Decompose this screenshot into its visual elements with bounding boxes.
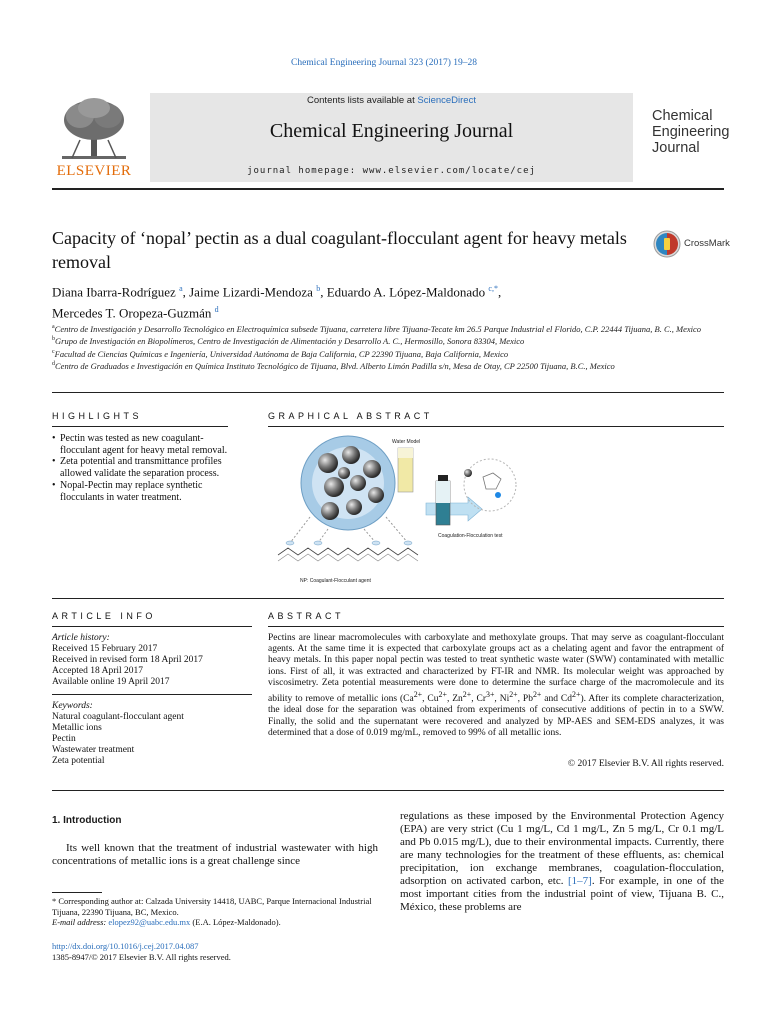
body-text: regulations as these imposed by the Environmental Protection Agency (EPA) are very strict (Cu 1 mg/L, Cd 1 mg/L, Zn 5 mg/L, Cr 0.1 mg/L and Pb 0.015 mg/L), due to their environmental impacts. Currently, there are many technologies for the treatment of these effluents, as: chemical precipitation, ion exchange membranes, coagulation-flocculation, adsorption on activated carbon, etc.: [400, 810, 724, 887]
publisher-name: ELSEVIER: [56, 163, 132, 179]
affiliation-text: Centro de Investigación y Desarrollo Tecnológico en Electroquímica subsede Tijuana, carretera libre Tijuana-Tecate km 26.5 Parque Industrial el Florido, C.P. 22444 Tijuana, B. C., Mexico: [54, 323, 702, 334]
author-name: Eduardo A. López-Maldonado: [326, 284, 486, 300]
footnote: [52, 896, 382, 928]
affiliation-mark: a: [52, 324, 55, 330]
abstract-text-part: ). After its complete characterization, the ideal dose for the separation was obtained from experiments of consecutive additions of pectin in to a SWW. Finally, the solid and the supernatant were recovered and analyzed by MP-AES and SEM-EDS analyzes, it was determined that a dose of 0.019 mg/mL, removed to 99% of all metallic ions.: [268, 694, 724, 738]
contents-line: [150, 95, 633, 106]
journal-homepage[interactable]: journal homepage: www.elsevier.com/locate/cej: [247, 166, 536, 176]
cover-title-line: Journal: [652, 140, 700, 156]
journal-name: Chemical Engineering Journal: [269, 120, 514, 142]
affiliation-divider: [52, 392, 724, 393]
doi-block: [52, 941, 231, 963]
keyword-item: Zeta potential: [52, 756, 105, 766]
history-item: Available online 19 April 2017: [52, 677, 170, 687]
affiliation-text: Facultad de Ciencias Químicas e Ingeniería, Universidad Autónoma de Baja California, CP 22390 Tijuana, Baja California, Mexico: [54, 348, 509, 359]
author-name: Mercedes T. Oropeza-Guzmán: [52, 305, 212, 321]
email-line: [52, 917, 382, 928]
history-item: Received 15 February 2017: [52, 644, 158, 654]
corresponding-author: * Corresponding author at: Calzada University 14418, UABC, Parque Internacional Industrial Tijuana, 22390 Tijuana, BC, Mexico.: [52, 896, 372, 917]
sciencedirect-link[interactable]: ScienceDirect: [417, 95, 476, 106]
author-list: [52, 280, 652, 323]
abstract-rule: [268, 626, 724, 627]
affiliation-mark: c: [52, 348, 55, 355]
coagulation-test-label: Coagulation-Flocculation test: [438, 533, 503, 539]
email-suffix: (E.A. López-Maldonado).: [190, 917, 281, 927]
reference-link[interactable]: [1–7]: [567, 875, 592, 887]
abstract-text: Pectins are linear macromolecules with carboxylate and methoxylate groups. That may serve as coagulant-flocculant agents. At the same time it is expected that carboxylate groups act as a chelating agent and favor the entrapment of heavy metals. In this paper nopal pectin was tested to treat synthetic waste water (SWW) contaminated with metallic ions. First of all, it was extracted and characterized by FT-IR and NMR. Its molecular weight was approached by viscosimetry. Zeta potential measurements were done to determine the surface charge of the macromolecule and its ability to remove of metallic ions ($Ca^{2+}$, $Cu^{2+}$, $Zn^{2+}$, $Cr^{3+}$, $Ni^{2+}$, $Pb^{2+}$ and $Cd^{2+}$). After its complete characterization, the ideal dose for the separation was obtained from experiments of consecutive additions of pectin in to a SWW. Finally, the solid and the supernatant were recovered and analyzed by MP-AES and SEM-EDS analyzes, it was determined that a dose of 0.019 mg/mL, removed to 99% of all metallic ions.: [268, 633, 724, 738]
journal-citation[interactable]: Chemical Engineering Journal 323 (2017) 19–28: [290, 58, 477, 68]
author-separator: ,: [182, 284, 190, 300]
affiliation-text: Centro de Graduados e Investigación en Química Instituto Tecnológico de Tijuana, Blvd. Alberto Limón Padilla s/n, Mesa de Otay, CP 22500 Tijuana, B.C., Mexico: [55, 360, 615, 371]
affiliation-list: [52, 322, 724, 371]
author-affil-mark[interactable]: d: [214, 305, 219, 315]
body-divider: [52, 790, 724, 791]
doi-link[interactable]: http://dx.doi.org/10.1016/j.cej.2017.04.087: [52, 941, 199, 951]
abstract-text-part: Pectins are linear macromolecules with carboxylate and methoxylate groups. That may serve as coagulant-flocculant agents. At the same time it is expected that carboxylate groups act as a chelating agent and favor the entrapment of heavy metals. In this paper nopal pectin was tested to treat synthetic waste water (SWW) contaminated with metallic ions. First of all, it was extracted and characterized by FT-IR and NMR. Its molecular weight was approached by viscosimetry. Zeta potential measurements were done to determine the surface charge of the macromolecule and its ability to remove of metallic ions (Ca: [268, 633, 724, 705]
email-label: E-mail address:: [52, 917, 109, 927]
history-item: Received in revised form 18 April 2017: [52, 655, 203, 665]
water-model-label: Water Model: [392, 439, 421, 445]
intro-column-2: [400, 810, 724, 914]
affiliation: [52, 347, 724, 359]
intro-paragraph: Its well known that the treatment of industrial wastewater with high concentrations of metallic ions is a great challenge since: [52, 842, 378, 867]
issn-line: 1385-8947/© 2017 Elsevier B.V. All rights reserved.: [52, 952, 231, 962]
author-affil-mark[interactable]: a: [179, 284, 183, 293]
crossmark-label: CrossMark: [684, 238, 730, 249]
header-divider: [52, 188, 724, 190]
np-label: NP: Coagulant-Flocculant agent: [300, 578, 371, 584]
highlights-heading: HIGHLIGHTS: [52, 411, 143, 421]
highlight-item: • Pectin was tested as new coagulant-flocculant agent for heavy metal removal.: [52, 433, 228, 456]
affiliation-mark: b: [52, 336, 55, 343]
graphical-abstract-heading: GRAPHICAL ABSTRACT: [268, 411, 433, 421]
email-link[interactable]: elopez92@uabc.edu.mx: [108, 917, 191, 927]
highlights-rule: [52, 426, 228, 427]
cover-title-line: Chemical: [652, 108, 713, 124]
affiliation: [52, 322, 724, 334]
keyword-item: Metallic ions: [52, 723, 102, 733]
author-affil-mark[interactable]: b: [316, 284, 321, 293]
body-text: . For example, in one of the most important cities from the industrial point of view, Tijuana B. C., México, these problems are: [400, 875, 724, 913]
author-affil-mark[interactable]: c,*: [488, 284, 498, 293]
journal-cover-title: [652, 108, 752, 156]
author-name: Jaime Lizardi-Mendoza: [189, 284, 313, 300]
affiliation: [52, 334, 724, 346]
keyword-item: Natural coagulant-flocculant agent: [52, 712, 184, 722]
article-info: [52, 633, 252, 767]
footnote-rule: [52, 892, 102, 893]
keyword-item: Wastewater treatment: [52, 745, 135, 755]
graphical-abstract-rule: [268, 426, 724, 427]
history-item: Accepted 18 April 2017: [52, 666, 144, 676]
affiliation: [52, 359, 724, 371]
author-name: Diana Ibarra-Rodríguez: [52, 284, 176, 300]
section-heading: 1. Introduction: [52, 815, 122, 826]
highlight-item: • Nopal-Pectin may replace synthetic flocculants in water treatment.: [52, 480, 228, 503]
crossmark-icon: [652, 229, 682, 259]
article-title: Capacity of ‘nopal’ pectin as a dual coagulant-flocculant agent for heavy metals removal: [52, 228, 627, 272]
abstract-heading: ABSTRACT: [268, 611, 345, 621]
highlight-item: • Zeta potential and transmittance profiles allowed validate the separation process.: [52, 456, 228, 479]
article-info-rule: [52, 626, 252, 627]
highlights-list: [52, 433, 228, 503]
contents-prefix: Contents lists available at: [307, 95, 418, 106]
affiliation-mark: d: [52, 360, 55, 367]
info-rule: [52, 694, 252, 695]
author-separator: ,: [320, 284, 327, 300]
crossmark-badge[interactable]: [652, 229, 732, 259]
article-info-heading: ARTICLE INFO: [52, 611, 156, 621]
affiliation-text: Grupo de Investigación en Biopolímeros, Centro de Investigación de Alimentación y Desarrollo A. C., Hermosillo, Sonora 83304, Mexico: [55, 336, 525, 347]
abstract-copyright: © 2017 Elsevier B.V. All rights reserved.: [567, 759, 724, 769]
graphical-abstract-figure: [268, 433, 546, 591]
keyword-item: Pectin: [52, 734, 76, 744]
abstract-divider: [52, 598, 724, 599]
author-separator: ,: [497, 284, 502, 300]
cover-title-line: Engineering: [652, 124, 730, 140]
keywords-label: Keywords:: [52, 701, 93, 711]
history-label: Article history:: [52, 633, 110, 643]
